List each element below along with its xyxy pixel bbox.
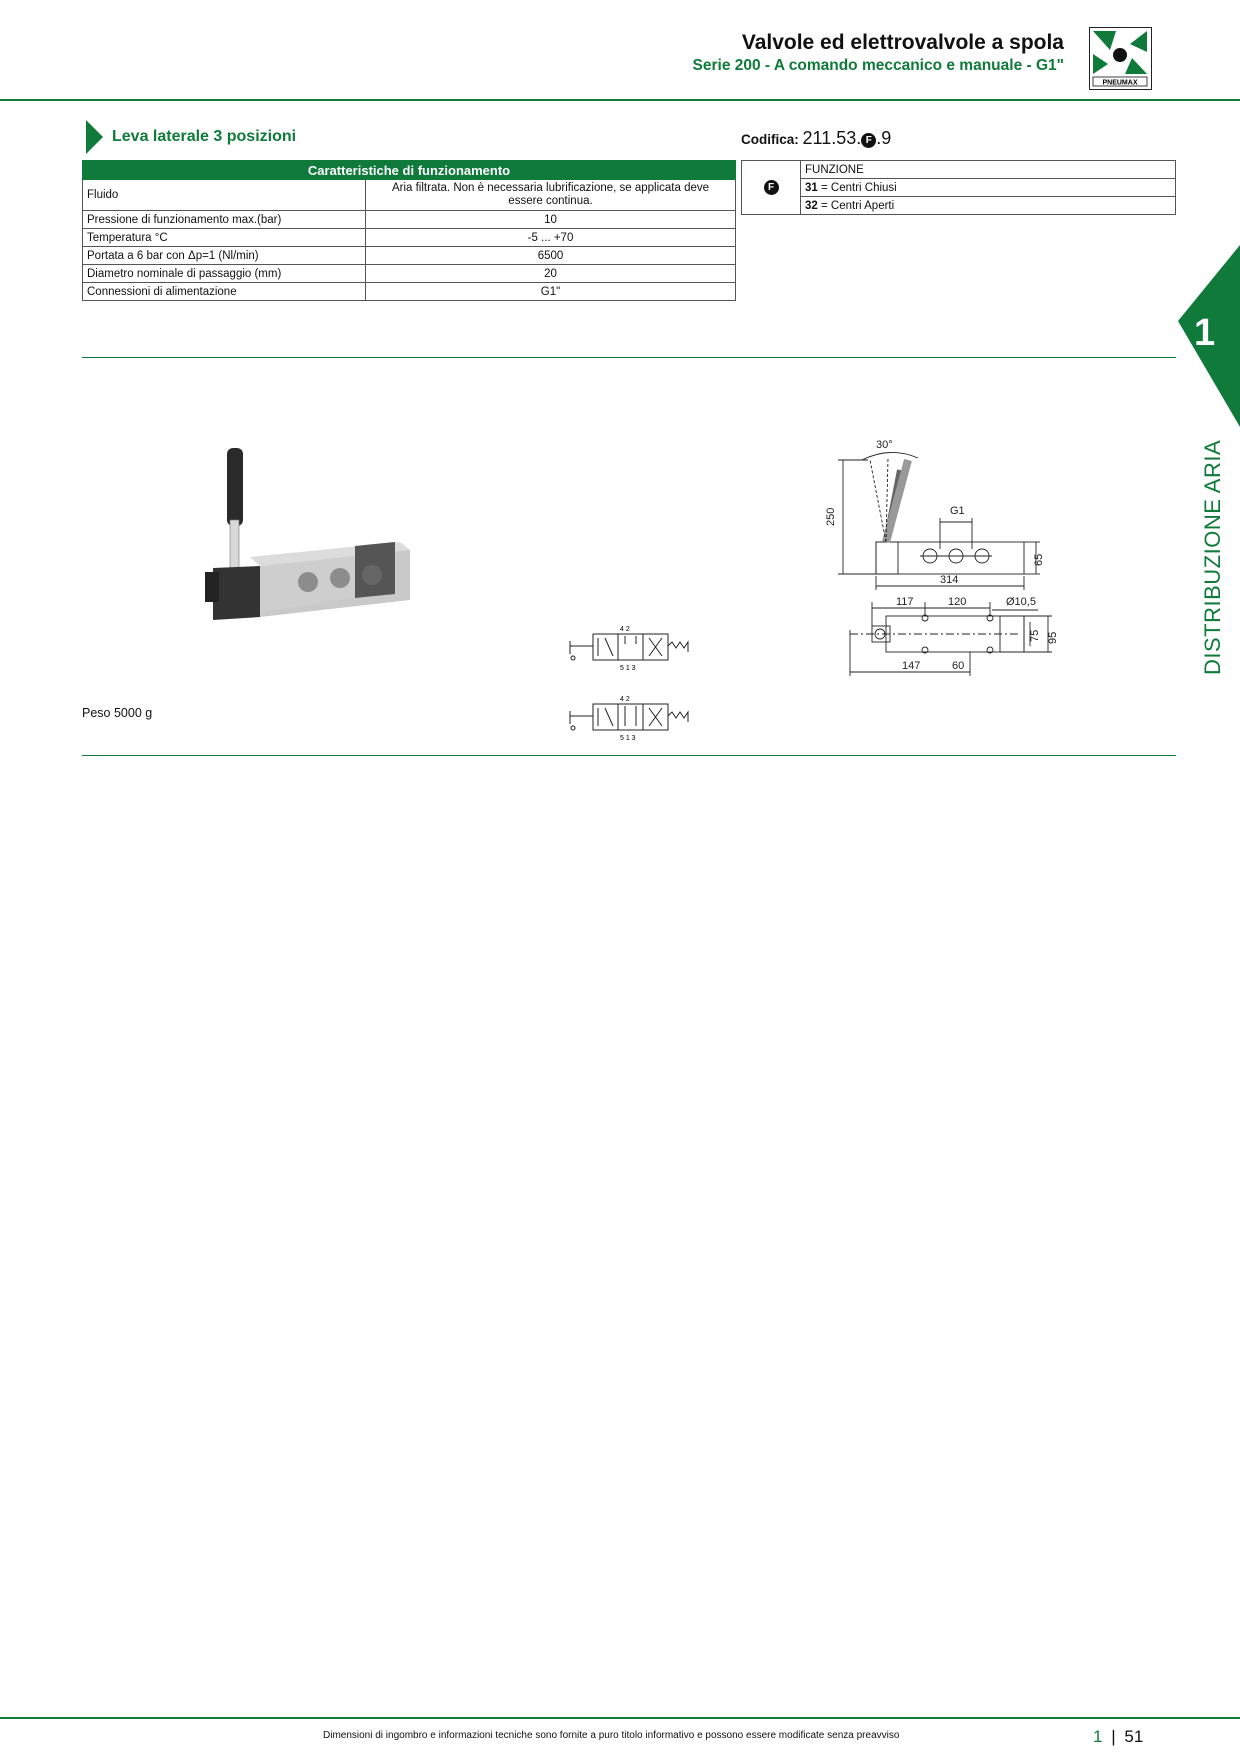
footer-divider	[0, 1717, 1240, 1719]
function-table	[741, 160, 1176, 215]
dimension-drawing	[820, 430, 1070, 680]
dim-hole: Ø10,5	[1006, 596, 1036, 608]
dim-d1: 117	[896, 596, 914, 608]
valve-symbol-closed-centers	[565, 622, 695, 674]
valve-symbol-open-centers	[565, 692, 695, 744]
product-photo	[205, 442, 415, 622]
spec-value: 6500	[366, 247, 736, 265]
spec-label: Temperatura °C	[83, 229, 366, 247]
page-subtitle: Serie 200 - A comando meccanico e manuale - G1"	[692, 57, 1064, 74]
header-divider	[0, 99, 1240, 101]
spec-value: G1"	[366, 283, 736, 301]
function-code: 32	[805, 199, 818, 212]
table-row	[742, 197, 1176, 215]
dim-port: G1	[950, 505, 965, 517]
spec-label: Diametro nominale di passaggio (mm)	[83, 265, 366, 283]
function-header: FUNZIONE	[801, 161, 1176, 179]
codifica-prefix: 211.53.	[802, 128, 862, 148]
function-option	[801, 179, 1176, 197]
page-number-value: 51	[1124, 1727, 1144, 1746]
chapter-number: 1	[1194, 312, 1216, 354]
spec-label: Connessioni di alimentazione	[83, 283, 366, 301]
function-text: = Centri Aperti	[817, 199, 895, 212]
table-row	[83, 211, 736, 229]
section-title: Leva laterale 3 posizioni	[112, 128, 297, 145]
function-code: 31	[805, 181, 818, 194]
function-badge-cell	[742, 161, 801, 215]
dim-length: 314	[940, 574, 959, 586]
dim-d2: 120	[948, 596, 967, 608]
table-row	[83, 247, 736, 265]
logo-text: PNEUMAX	[1102, 79, 1138, 87]
symbol-port-bottom: 5 1 3	[620, 665, 636, 672]
spec-table-header: Caratteristiche di funzionamento	[83, 161, 736, 180]
dim-body-height: 65	[1033, 553, 1045, 566]
function-text: = Centri Chiusi	[817, 181, 897, 194]
function-badge: F	[764, 180, 779, 195]
spec-label: Fluido	[83, 180, 366, 211]
symbol-port-bottom: 5 1 3	[620, 735, 636, 742]
page-title: Valvole ed elettrovalvole a spola	[741, 31, 1064, 54]
codifica-suffix: .9	[876, 128, 892, 148]
spec-table	[82, 160, 736, 301]
section-arrow-icon	[86, 120, 103, 154]
spec-value: Aria filtrata. Non è necessaria lubrificazione, se applicata deve essere continua.	[366, 180, 736, 211]
table-row	[83, 180, 736, 211]
spec-label: Pressione di funzionamento max.(bar)	[83, 211, 366, 229]
page-separator: |	[1111, 1727, 1116, 1746]
dim-d4: 60	[952, 660, 965, 672]
spec-value: 20	[366, 265, 736, 283]
table-row	[83, 229, 736, 247]
symbol-port-top: 4 2	[620, 626, 630, 633]
dim-angle: 30°	[876, 439, 893, 451]
section-divider	[82, 357, 1176, 358]
spec-value: -5 ... +70	[366, 229, 736, 247]
spec-label: Portata a 6 bar con Δp=1 (Nl/min)	[83, 247, 366, 265]
table-row	[742, 179, 1176, 197]
dim-height: 250	[825, 507, 837, 526]
footer-disclaimer: Dimensioni di ingombro e informazioni tecniche sono fornite a puro titolo informativo e possono essere modificate senza preavviso	[323, 1730, 900, 1741]
dim-d3: 147	[902, 660, 921, 672]
dim-w2: 95	[1047, 631, 1059, 644]
codifica-badge: F	[861, 133, 876, 148]
pneumax-logo	[1089, 27, 1152, 90]
section-divider	[82, 755, 1176, 756]
symbol-port-top: 4 2	[620, 696, 630, 703]
codifica-label: Codifica:	[741, 132, 799, 147]
page-chapter: 1	[1093, 1727, 1103, 1746]
spec-value: 10	[366, 211, 736, 229]
table-row	[83, 283, 736, 301]
function-option	[801, 197, 1176, 215]
ordering-code	[741, 128, 891, 149]
product-weight: Peso 5000 g	[82, 706, 153, 720]
page-number	[1093, 1727, 1143, 1747]
chapter-label: DISTRIBUZIONE ARIA	[1200, 439, 1225, 675]
dim-w1: 75	[1029, 629, 1041, 642]
table-row	[83, 265, 736, 283]
